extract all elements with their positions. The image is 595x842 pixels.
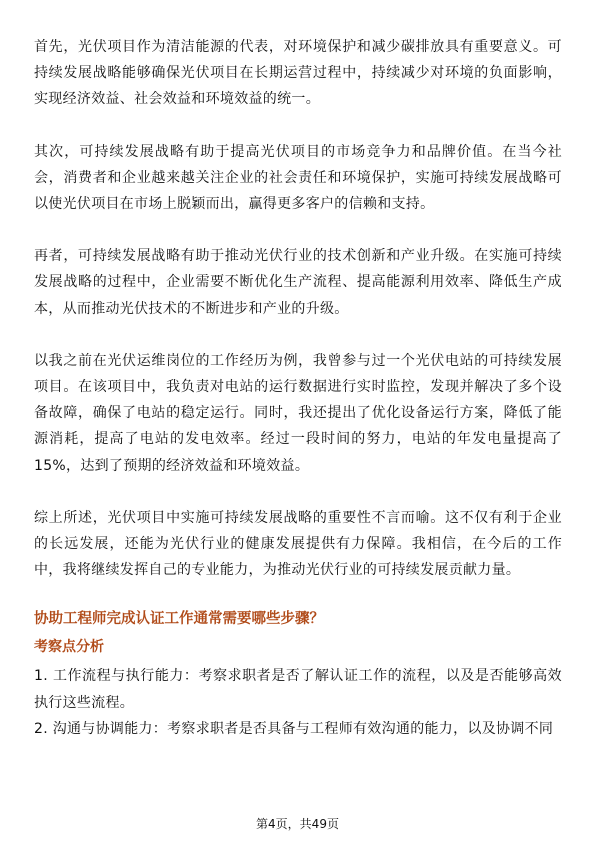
analysis-heading: 考察点分析	[34, 639, 104, 656]
analysis-item-2: 2. 沟通与协调能力：考察求职者是否具备与工程师有效沟通的能力，以及协调不同	[34, 720, 554, 737]
analysis-item-1: 1. 工作流程与执行能力：考察求职者是否了解认证工作的流程，以及是否能够高效执行这些流程。	[34, 668, 562, 711]
paragraph-2: 其次，可持续发展战略有助于提高光伏项目的市场竞争力和品牌价值。在当今社会，消费者和企业越来越关注企业的社会责任和环境保护，实施可持续发展战略可以使光伏项目在市场上脱颖而出，赢得更多客户的信赖和支持。	[34, 143, 562, 213]
paragraph-3: 再者，可持续发展战略有助于推动光伏行业的技术创新和产业升级。在实施可持续发展战略的过程中，企业需要不断优化生产流程、提高能源利用效率、降低生产成本，从而推动光伏技术的不断进步和产业的升级。	[34, 248, 562, 317]
paragraph-5: 综上所述，光伏项目中实施可持续发展战略的重要性不言而喻。这不仅有利于企业的长远发展，还能为光伏行业的健康发展提供有力保障。我相信，在今后的工作中，我将继续发挥自己的专业能力，为推动光伏行业的可持续发展贡献力量。	[34, 509, 562, 579]
question-heading: 协助工程师完成认证工作通常需要哪些步骤？	[34, 611, 324, 628]
paragraph-4: 以我之前在光伏运维岗位的工作经历为例，我曾参与过一个光伏电站的可持续发展项目。在该项目中，我负责对电站的运行数据进行实时监控，发现并解决了多个设备故障，确保了电站的稳定运行。同时，我还提出了优化设备运行方案，降低了能源消耗，提高了电站的发电效率。经过一段时间的努力，电站的年发电量提高了15%，达到了预期的经济效益和环境效益。	[34, 352, 562, 474]
page-content	[34, 34, 562, 742]
page-footer: 第4页，共49页	[256, 817, 339, 831]
paragraph-1: 首先，光伏项目作为清洁能源的代表，对环境保护和减少碳排放具有重要意义。可持续发展战略能够确保光伏项目在长期运营过程中，持续减少对环境的负面影响，实现经济效益、社会效益和环境效益的统一。	[34, 39, 562, 108]
